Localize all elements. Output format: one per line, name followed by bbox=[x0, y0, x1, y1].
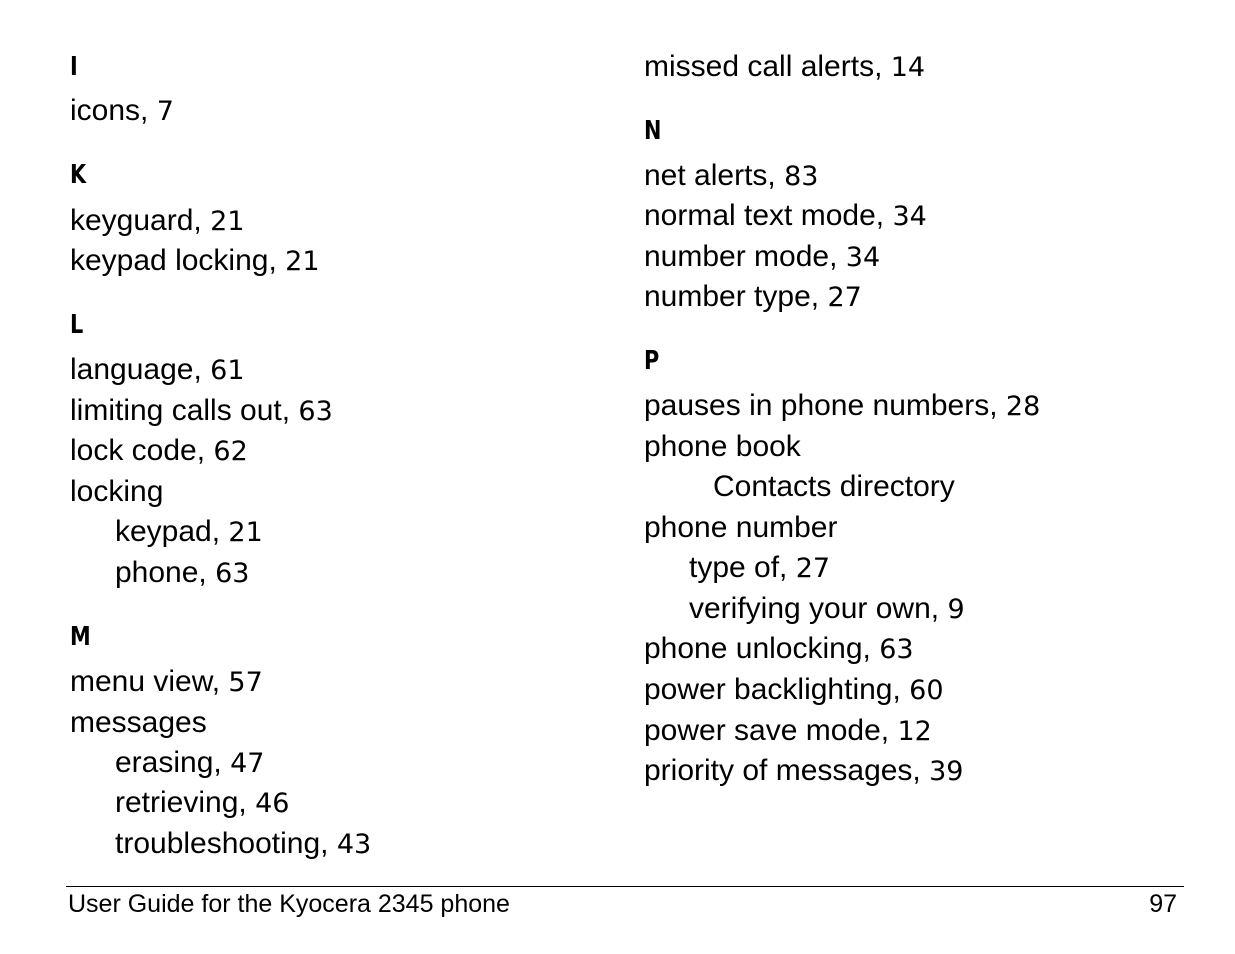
footer-divider bbox=[66, 886, 1184, 887]
index-page-number: 62 bbox=[213, 436, 248, 467]
index-entry bbox=[644, 754, 963, 789]
index-term: messages bbox=[70, 706, 207, 739]
index-entry bbox=[644, 430, 801, 464]
index-page-number: 21 bbox=[228, 517, 263, 548]
index-page-number: 43 bbox=[336, 829, 372, 860]
index-page-number: 83 bbox=[784, 161, 819, 192]
index-entry bbox=[644, 240, 880, 275]
index-subentry bbox=[115, 746, 264, 781]
index-page-number: 12 bbox=[897, 716, 932, 747]
index-page-number: 57 bbox=[228, 667, 263, 698]
index-term: verifying your own, bbox=[689, 592, 948, 625]
index-page-number: 27 bbox=[827, 282, 862, 313]
footer-title: User Guide for the Kyocera 2345 phone bbox=[68, 890, 510, 918]
index-term: phone book bbox=[644, 430, 801, 463]
index-term: lock code, bbox=[70, 434, 214, 467]
index-entry bbox=[70, 204, 244, 239]
index-page-number: 39 bbox=[929, 756, 964, 787]
index-term: power backlighting, bbox=[644, 673, 910, 706]
index-entry bbox=[644, 511, 837, 545]
index-term: retrieving, bbox=[115, 786, 256, 819]
index-term: net alerts, bbox=[644, 159, 785, 192]
index-subentry bbox=[713, 470, 955, 504]
index-entry bbox=[644, 714, 932, 749]
index-entry bbox=[644, 389, 1040, 424]
index-entry bbox=[644, 50, 925, 85]
index-subentry bbox=[115, 515, 263, 550]
index-term: troubleshooting, bbox=[115, 827, 337, 860]
index-page-number: 7 bbox=[156, 96, 174, 127]
index-page-number: 63 bbox=[879, 634, 914, 665]
index-page-number: 61 bbox=[210, 355, 245, 386]
index-term: erasing, bbox=[115, 746, 231, 779]
index-term: normal text mode, bbox=[644, 199, 893, 232]
index-term: pauses in phone numbers, bbox=[644, 389, 1006, 422]
index-entry bbox=[644, 159, 818, 194]
index-subentry bbox=[115, 556, 249, 591]
index-letter-heading: P bbox=[644, 346, 660, 376]
index-entry bbox=[70, 244, 320, 279]
index-letter-heading: L bbox=[70, 310, 84, 340]
index-term: phone, bbox=[115, 556, 216, 589]
index-entry bbox=[70, 475, 163, 509]
index-term: priority of messages, bbox=[644, 754, 930, 787]
index-term: Contacts directory bbox=[713, 470, 955, 503]
index-subentry bbox=[115, 827, 371, 862]
index-letter-heading: N bbox=[644, 116, 662, 146]
index-page-number: 28 bbox=[1005, 391, 1041, 422]
index-term: keypad, bbox=[115, 515, 229, 548]
index-term: missed call alerts, bbox=[644, 50, 891, 83]
index-page-number: 9 bbox=[947, 594, 965, 625]
index-term: phone number bbox=[644, 511, 838, 544]
index-subentry bbox=[115, 786, 289, 821]
index-entry bbox=[644, 673, 944, 708]
index-term: locking bbox=[70, 475, 164, 508]
index-entry bbox=[70, 665, 263, 700]
index-term: type of, bbox=[689, 551, 796, 584]
index-subentry bbox=[689, 551, 830, 586]
index-term: icons, bbox=[70, 94, 157, 127]
index-page-number: 14 bbox=[890, 52, 926, 83]
index-letter-heading: I bbox=[70, 52, 78, 82]
index-entry bbox=[644, 280, 862, 315]
index-term: number type, bbox=[644, 280, 828, 313]
index-page-number: 60 bbox=[909, 675, 944, 706]
index-subentry bbox=[689, 592, 965, 627]
index-page-number: 21 bbox=[285, 246, 320, 277]
index-entry bbox=[70, 94, 174, 129]
index-entry bbox=[644, 199, 927, 234]
index-entry bbox=[70, 434, 248, 469]
index-entry bbox=[70, 394, 333, 429]
index-entry bbox=[70, 353, 245, 388]
index-term: phone unlocking, bbox=[644, 632, 880, 665]
footer-page-number: 97 bbox=[1149, 890, 1177, 918]
index-page-number: 27 bbox=[795, 553, 831, 584]
index-term: keyguard, bbox=[70, 204, 211, 237]
index-page-number: 34 bbox=[845, 242, 881, 273]
index-term: power save mode, bbox=[644, 714, 898, 747]
index-term: limiting calls out, bbox=[70, 394, 299, 427]
index-entry bbox=[644, 632, 914, 667]
index-page-number: 21 bbox=[210, 206, 245, 237]
index-term: language, bbox=[70, 353, 211, 386]
index-page-number: 63 bbox=[298, 396, 333, 427]
index-entry bbox=[70, 706, 207, 740]
index-page-number: 47 bbox=[230, 748, 265, 779]
index-term: keypad locking, bbox=[70, 244, 286, 277]
index-letter-heading: M bbox=[70, 622, 91, 652]
index-page-number: 46 bbox=[255, 788, 290, 819]
index-term: number mode, bbox=[644, 240, 846, 273]
index-letter-heading: K bbox=[70, 160, 87, 190]
index-term: menu view, bbox=[70, 665, 229, 698]
index-page-number: 34 bbox=[892, 201, 927, 232]
index-page-number: 63 bbox=[215, 558, 250, 589]
